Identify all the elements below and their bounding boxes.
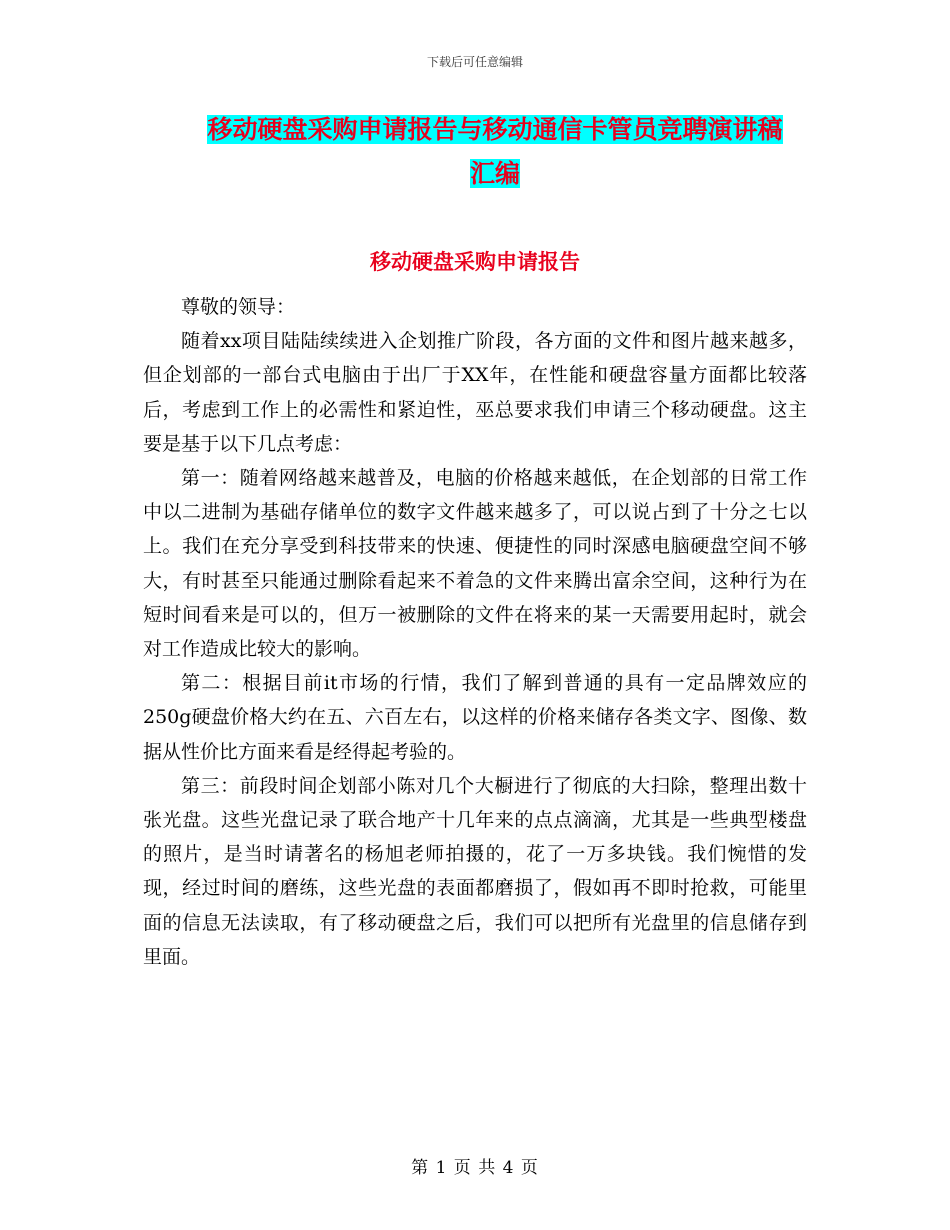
- paragraph-point-3: 第三：前段时间企划部小陈对几个大橱进行了彻底的大扫除，整理出数十张光盘。这些光盘记录了联合地产十几年来的点点滴滴，尤其是一些典型楼盘的照片，是当时请著名的杨旭老师拍摄的，花了一万多块钱。我们惋惜的发现，经过时间的磨练，这些光盘的表面都磨损了，假如再不即时抢救，可能里面的信息无法读取，有了移动硬盘之后，我们可以把所有光盘里的信息储存到里面。: [143, 774, 807, 968]
- paragraph-point-2: 第二：根据目前it市场的行情，我们了解到普通的具有一定品牌效应的250g硬盘价格大约在五、六百左右，以这样的价格来储存各类文字、图像、数据从性价比方面来看是经得起考验的。: [143, 672, 807, 763]
- paragraph-point-1: 第一：随着网络越来越普及，电脑的价格越来越低，在企划部的日常工作中以二进制为基础存储单位的数字文件越来越多了，可以说占到了十分之七以上。我们在充分享受到科技带来的快速、便捷性的同时深感电脑硬盘空间不够大，有时甚至只能通过删除看起来不着急的文件来腾出富余空间，这种行为在短时间看来是可以的，但万一被删除的文件在将来的某一天需要用起时，就会对工作造成比较大的影响。: [143, 467, 807, 661]
- page-indicator: 第 1 页 共 4 页: [411, 1158, 539, 1178]
- header-note: 下载后可任意编辑: [426, 55, 523, 69]
- document-title: [140, 108, 850, 196]
- paragraph-intro: 随着xx项目陆陆续续进入企划推广阶段，各方面的文件和图片越来越多，但企划部的一部台式电脑由于出厂于XX年，在性能和硬盘容量方面都比较落后，考虑到工作上的必需性和紧迫性，巫总要求我们申请三个移动硬盘。这主要是基于以下几点考虑：: [143, 330, 807, 455]
- document-title-line2: 汇编: [469, 159, 520, 188]
- section-title: 移动硬盘采购申请报告: [370, 249, 580, 274]
- document-body: [143, 290, 807, 974]
- document-title-line1: 移动硬盘采购申请报告与移动通信卡管员竞聘演讲稿: [207, 115, 783, 144]
- salutation: 尊敬的领导：: [181, 296, 296, 318]
